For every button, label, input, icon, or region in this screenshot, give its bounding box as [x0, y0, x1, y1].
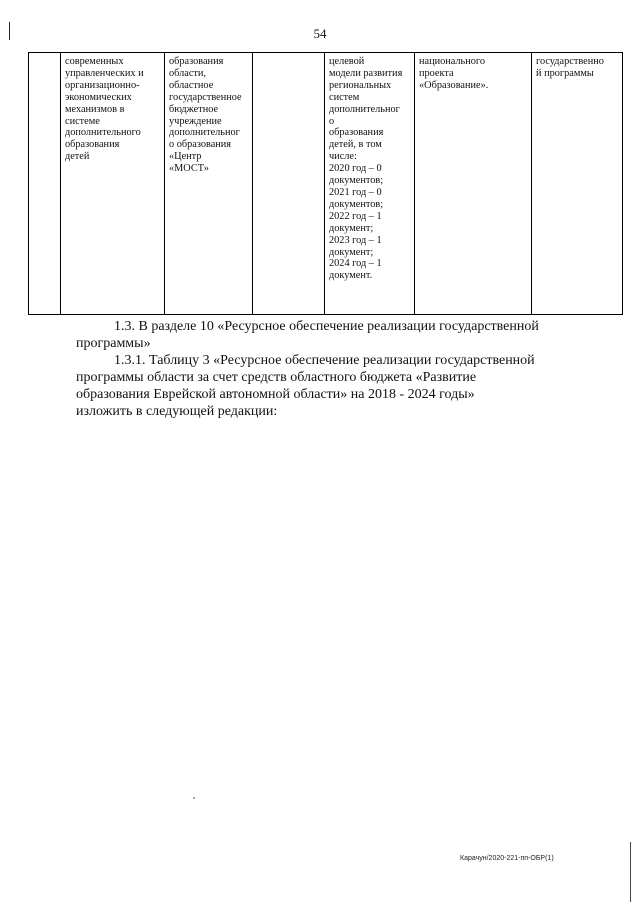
table-cell-executor: образования области, областное государственное бюджетное учреждение дополнительног о образования «Центр «МОСТ»	[165, 53, 253, 315]
table-cell-term	[253, 53, 325, 315]
text-line: программы области за счет средств областного бюджета «Развитие	[76, 370, 477, 385]
continuation-table	[28, 52, 623, 315]
paragraph-section-1-3	[76, 318, 588, 352]
text-line: образования Еврейской автономной области» на 2018 - 2024 годы»	[76, 387, 475, 402]
table-cell-result: целевой модели развития региональных систем дополнительног о образования детей, в том числе: 2020 год – 0 документов; 2021 год – 0 документов; 2022 год – 1 документ; 2023 год – 1 документ; 2024 год – 1 документ.	[325, 53, 415, 315]
table-cell-number	[29, 53, 61, 315]
scan-dot	[193, 797, 195, 799]
table-cell-program-link: государственно й программы	[532, 53, 623, 315]
text-line: изложить в следующей редакции:	[76, 404, 278, 419]
page-number: 54	[313, 26, 327, 41]
paragraph-section-1-3-1	[76, 352, 588, 420]
right-margin-mark	[630, 842, 631, 902]
table-cell-project-link: национального проекта «Образование».	[415, 53, 532, 315]
text-line: программы»	[76, 336, 151, 351]
text-line: 1.3. В разделе 10 «Ресурсное обеспечение реализации государственной	[114, 319, 539, 334]
document-code: Карачун/2020-221-пп-ОБР(1)	[460, 855, 554, 862]
text-line: 1.3.1. Таблицу 3 «Ресурсное обеспечение реализации государственной	[114, 353, 535, 368]
table-row	[29, 53, 623, 315]
table-cell-activity: современных управленческих и организационно- экономических механизмов в системе дополнительного образования детей	[61, 53, 165, 315]
